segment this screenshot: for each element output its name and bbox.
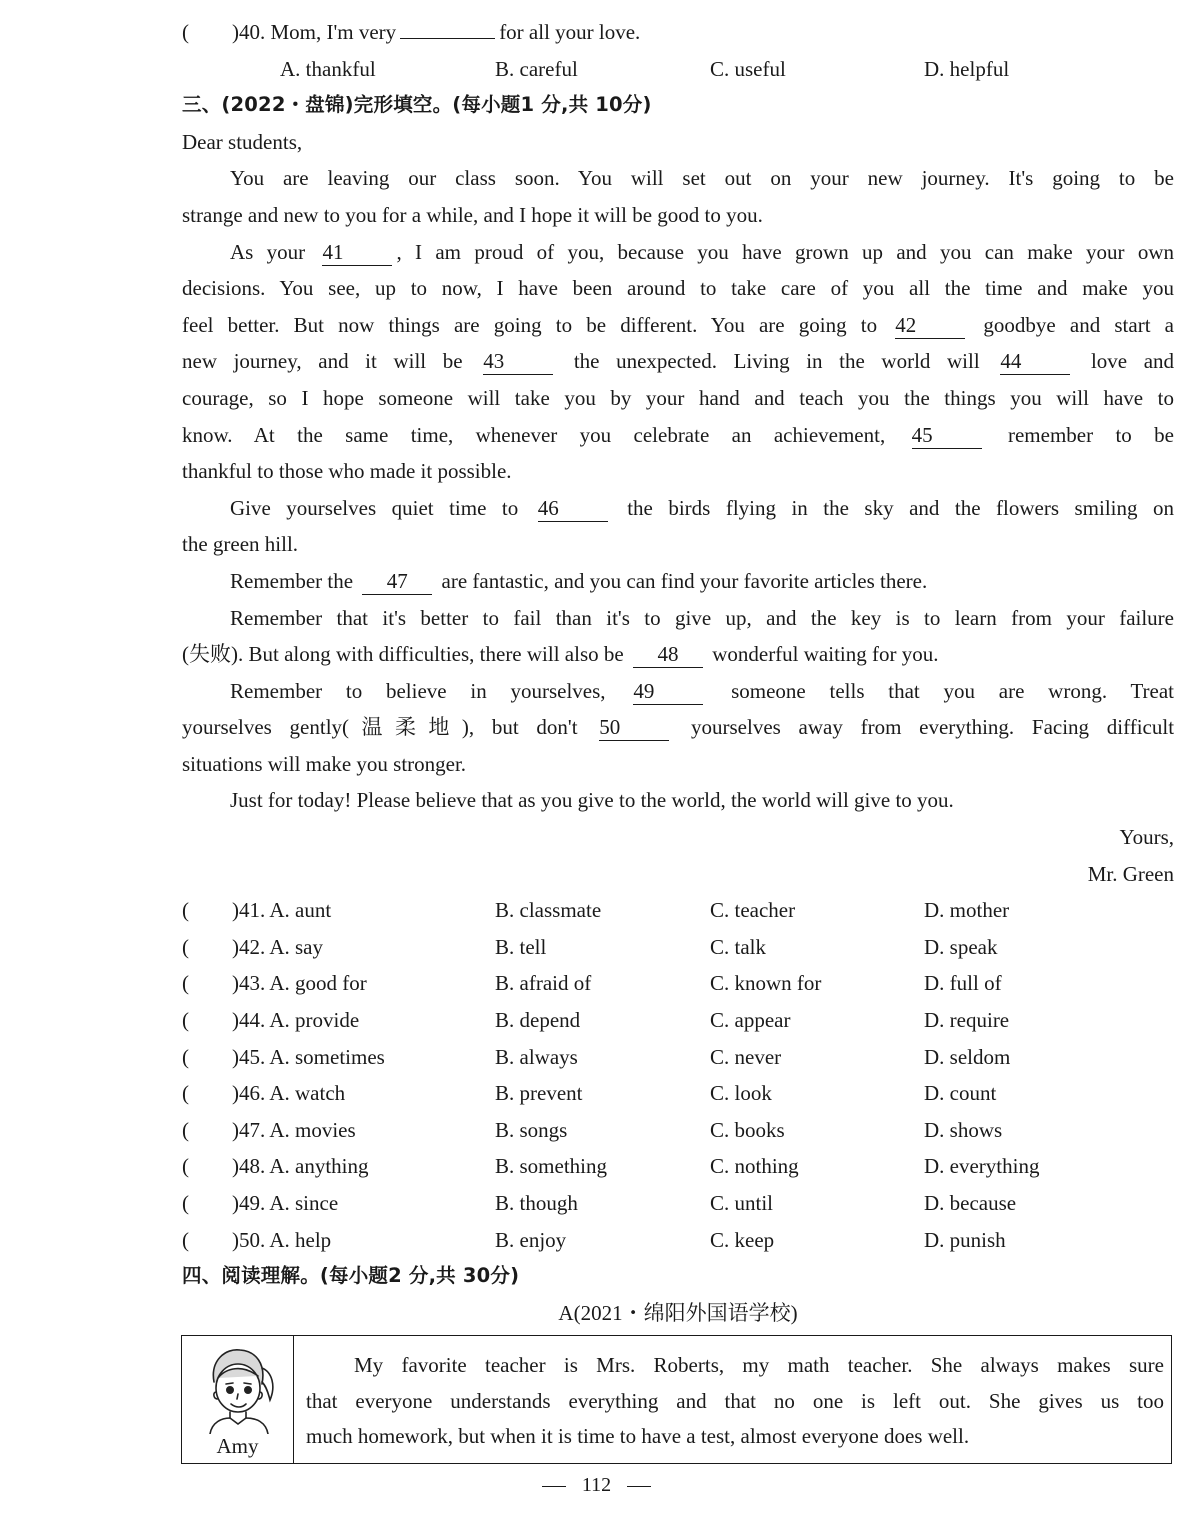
option-c: C. nothing — [710, 1154, 799, 1179]
question-40-options — [182, 51, 1174, 88]
question-row — [182, 1112, 1174, 1149]
blank-48[interactable]: 48 — [633, 643, 703, 668]
option-b: B. prevent — [495, 1081, 583, 1106]
option-a: )42. A. say — [232, 934, 323, 959]
passage-line: strange and new to you for a while, and I hope it will be good to you. — [182, 202, 763, 227]
option-a: )43. A. good for — [232, 971, 367, 996]
option-c: C. books — [710, 1117, 785, 1142]
answer-paren: ( — [182, 1117, 189, 1142]
blank-45[interactable]: 45 — [912, 424, 982, 449]
option-d: D. because — [924, 1191, 1017, 1215]
passage-line: feel better. But now things are going to be different. You are going to 42 goodbye and start a — [182, 312, 1175, 337]
option-b: B. classmate — [495, 898, 602, 923]
speaker-name: Amy — [216, 1434, 259, 1458]
passage-line: Remember to believe in yourselves, 49 someone tells that you are wrong. Treat — [230, 678, 1175, 703]
passage-line: (失败). But along with difficulties, there will also be 48 wonderful waiting for you. — [182, 642, 939, 667]
blank-46[interactable]: 46 — [538, 497, 608, 522]
option-b: B. though — [495, 1191, 578, 1215]
option-b: B. depend — [495, 1008, 581, 1033]
footer-dash — [542, 1486, 566, 1487]
answer-paren: ( — [182, 1227, 189, 1252]
option-d: D. shows — [924, 1117, 1003, 1142]
option-a: )49. A. since — [232, 1191, 339, 1215]
option-a: )47. A. movies — [232, 1117, 356, 1142]
question-row — [182, 1002, 1174, 1039]
option-b: B. careful — [495, 56, 578, 81]
reading-line: much homework, but when it is time to have a test, almost everyone does well. — [306, 1424, 970, 1448]
blank-42[interactable]: 42 — [895, 314, 965, 339]
letter-closing: Yours, — [1119, 825, 1174, 850]
passage-line: Remember that it's better to fail than it's to give up, and the key is to learn from your failure — [230, 605, 1174, 630]
option-a: A. thankful — [280, 56, 376, 81]
question-stem: )40. Mom, I'm very for all your love. — [232, 14, 640, 51]
option-d: D. everything — [924, 1154, 1040, 1179]
passage-line: Just for today! Please believe that as you give to the world, the world will give to you. — [230, 788, 954, 813]
option-d: D. count — [924, 1081, 997, 1106]
option-c: C. keep — [710, 1227, 775, 1252]
option-d: D. speak — [924, 934, 998, 959]
option-c: C. talk — [710, 934, 766, 959]
question-row — [182, 1039, 1174, 1076]
answer-blank[interactable] — [400, 14, 495, 39]
option-b: B. enjoy — [495, 1227, 567, 1252]
passage-line: the green hill. — [182, 532, 299, 557]
option-a: )46. A. watch — [232, 1081, 346, 1106]
answer-paren: ( — [182, 1081, 189, 1106]
question-row — [182, 892, 1174, 929]
option-a: )48. A. anything — [232, 1154, 369, 1179]
answer-paren: ( — [182, 1154, 189, 1179]
option-c: C. useful — [710, 56, 786, 81]
option-a: )50. A. help — [232, 1227, 332, 1252]
question-row — [182, 1222, 1174, 1259]
passage-line: courage, so I hope someone will take you by your hand and teach you the things you will have to — [182, 385, 1174, 410]
question-40 — [182, 14, 1174, 51]
option-b: B. afraid of — [495, 971, 592, 996]
girl-portrait-icon — [196, 1342, 280, 1434]
option-b: B. tell — [495, 934, 547, 959]
reading-line: My favorite teacher is Mrs. Roberts, my math teacher. She always makes sure — [354, 1353, 1164, 1377]
question-row — [182, 1075, 1174, 1112]
option-b: B. always — [495, 1044, 578, 1069]
section-heading: 三、(2022・盘锦)完形填空。(每小题1 分,共 10分) — [182, 93, 652, 117]
blank-47[interactable]: 47 — [362, 570, 432, 595]
blank-50[interactable]: 50 — [599, 716, 669, 741]
question-row — [182, 965, 1174, 1002]
reading-text — [306, 1348, 1164, 1455]
option-d: D. mother — [924, 898, 1010, 923]
letter-signature: Mr. Green — [1087, 861, 1174, 886]
option-c: C. until — [710, 1191, 774, 1215]
option-b: B. something — [495, 1154, 608, 1179]
passage-line: situations will make you stronger. — [182, 751, 467, 776]
answer-paren: ( — [182, 20, 189, 44]
blank-49[interactable]: 49 — [633, 680, 703, 705]
passage-line: As your 41 , I am proud of you, because you have grown up and you can make your own — [230, 239, 1174, 264]
answer-paren: ( — [182, 934, 189, 959]
option-d: D. require — [924, 1008, 1010, 1033]
salutation: Dear students, — [182, 129, 303, 154]
question-row — [182, 1185, 1174, 1222]
option-a: )44. A. provide — [232, 1008, 360, 1033]
question-row — [182, 929, 1174, 966]
option-c: C. look — [710, 1081, 772, 1106]
passage-line: decisions. You see, up to now, I have been around to take care of you all the time and make you — [182, 276, 1174, 301]
footer-dash — [627, 1486, 651, 1487]
worksheet-page — [182, 14, 1174, 1331]
option-b: B. songs — [495, 1117, 568, 1142]
passage-subheading: A(2021・绵阳外国语学校) — [558, 1300, 798, 1325]
section-heading: 四、阅读理解。(每小题2 分,共 30分) — [182, 1264, 520, 1288]
passage-line: Remember the 47 are fantastic, and you can find your favorite articles there. — [230, 568, 928, 593]
option-a: )41. A. aunt — [232, 898, 332, 923]
question-row — [182, 1148, 1174, 1185]
page-number: 112 — [581, 1474, 612, 1496]
passage-line: new journey, and it will be 43 the unexpected. Living in the world will 44 love and — [182, 349, 1175, 374]
option-c: C. known for — [710, 971, 822, 996]
reading-line: that everyone understands everything and that no one is left out. She gives us too — [306, 1388, 1164, 1413]
option-d: D. seldom — [924, 1044, 1011, 1069]
reading-box — [181, 1335, 1172, 1464]
passage-line: yourselves gently(温柔地), but don't 50 yourselves away from everything. Facing difficult — [182, 715, 1175, 740]
answer-paren: ( — [182, 1008, 189, 1033]
portrait-cell — [182, 1336, 294, 1463]
answer-paren: ( — [182, 1044, 189, 1069]
option-d: D. full of — [924, 971, 1002, 996]
passage-line: thankful to those who made it possible. — [182, 459, 512, 484]
option-d: D. punish — [924, 1227, 1006, 1252]
answer-paren: ( — [182, 1191, 189, 1215]
passage-line: Give yourselves quiet time to 46 the birds flying in the sky and the flowers smiling on — [230, 495, 1174, 520]
page-footer — [0, 1474, 1193, 1497]
answer-paren: ( — [182, 971, 189, 996]
passage-line: You are leaving our class soon. You will set out on your new journey. It's going to be — [230, 166, 1174, 191]
passage-line: know. At the same time, whenever you celebrate an achievement, 45 remember to be — [182, 422, 1174, 447]
blank-44[interactable]: 44 — [1000, 350, 1070, 375]
blank-43[interactable]: 43 — [483, 350, 553, 375]
option-c: C. never — [710, 1044, 782, 1069]
answer-paren: ( — [182, 898, 189, 923]
option-a: )45. A. sometimes — [232, 1044, 385, 1069]
blank-41[interactable]: 41 — [322, 241, 392, 266]
question-list — [182, 892, 1174, 1258]
option-c: C. teacher — [710, 898, 796, 923]
option-d: D. helpful — [924, 56, 1010, 81]
option-c: C. appear — [710, 1008, 791, 1033]
